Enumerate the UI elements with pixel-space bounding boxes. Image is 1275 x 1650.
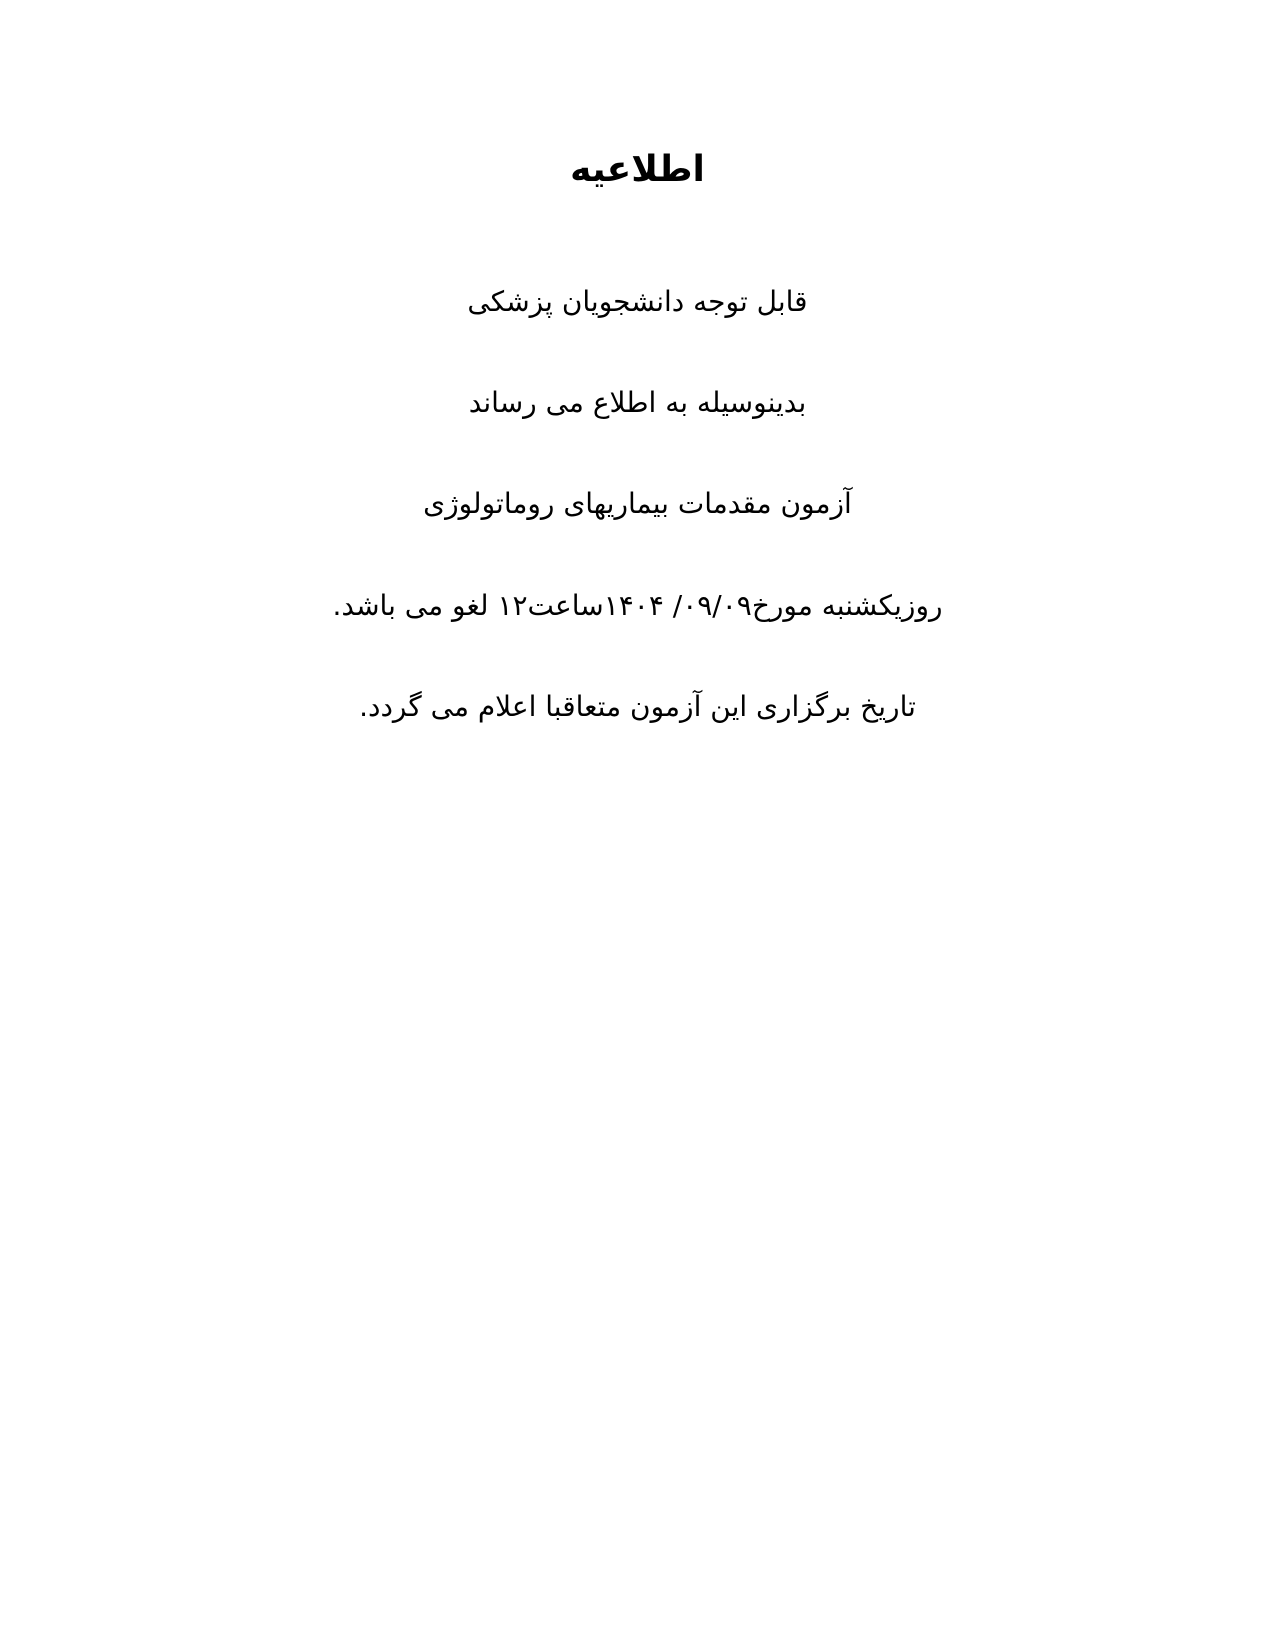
notice-line-audience: قابل توجه دانشجویان پزشکی bbox=[467, 285, 808, 318]
notice-line-cancellation: روزیکشنبه مورخ۰۹/۰۹/ ۱۴۰۴ساعت۱۲ لغو می باشد. bbox=[332, 589, 943, 622]
notice-line-intro: بدینوسیله به اطلاع می رساند bbox=[468, 386, 807, 419]
notice-line-exam-name: آزمون مقدمات بیماریهای روماتولوژی bbox=[423, 487, 852, 520]
notice-line-reschedule: تاریخ برگزاری این آزمون متعاقبا اعلام می گردد. bbox=[359, 690, 916, 723]
notice-title: اطلاعیه bbox=[570, 149, 705, 190]
